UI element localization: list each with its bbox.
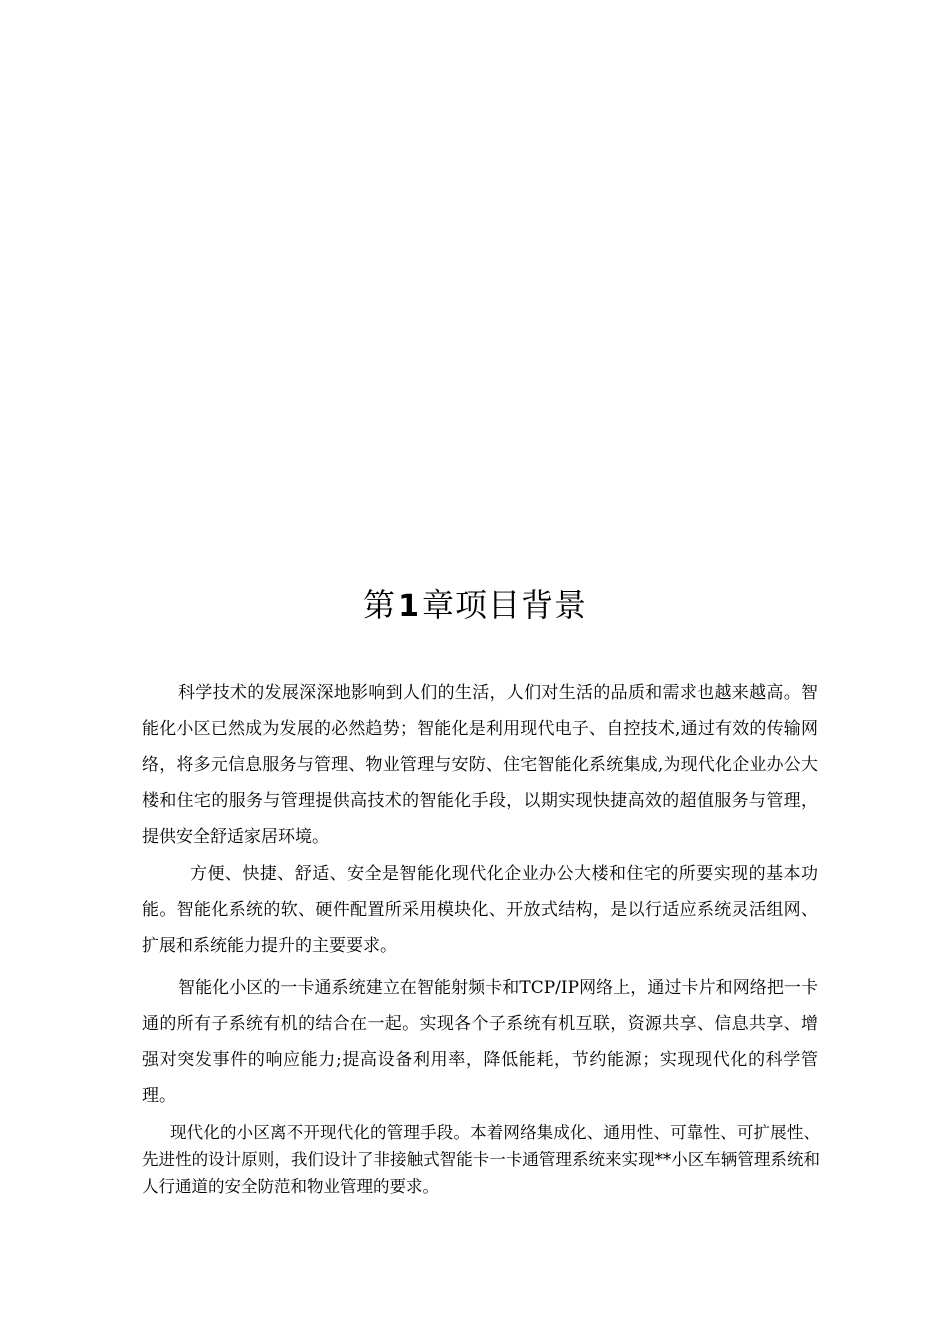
chapter-prefix: 第: [363, 586, 397, 624]
paragraph-4: 现代化的小区离不开现代化的管理手段。本着网络集成化、通用性、可靠性、可扩展性、先进性的设计原则，我们设计了非接触式智能卡一卡通管理系统来实现**小区车辆管理系统和人行通道的安全防范和物业管理的要求。: [142, 1123, 820, 1196]
paragraph-3: 智能化小区的一卡通系统建立在智能射频卡和TCP/IP网络上，通过卡片和网络把一卡通的所有子系统有机的结合在一起。实现各个子系统有机互联，资源共享、信息共享、增强对突发事件的响应能力;提高设备利用率，降低能耗，节约能源；实现现代化的科学管理。: [142, 978, 818, 1106]
paragraph-2: 方便、快捷、舒适、安全是智能化现代化企业办公大楼和住宅的所要实现的基本功能。智能化系统的软、硬件配置所采用模块化、开放式结构，是以行适应系统灵活组网、扩展和系统能力提升的主要要求。: [142, 864, 818, 956]
chapter-title-text: 章项目背景: [421, 586, 587, 624]
chapter-title: [142, 580, 808, 632]
paragraph-1: 科学技术的发展深深地影响到人们的生活，人们对生活的品质和需求也越来越高。智能化小区已然成为发展的必然趋势；智能化是利用现代电子、自控技术,通过有效的传输网络，将多元信息服务与管理、物业管理与安防、住宅智能化系统集成,为现代化企业办公大楼和住宅的服务与管理提供高技术的智能化手段，以期实现快捷高效的超值服务与管理，提供安全舒适家居环境。: [142, 683, 818, 847]
chapter-number: 1: [398, 589, 420, 624]
